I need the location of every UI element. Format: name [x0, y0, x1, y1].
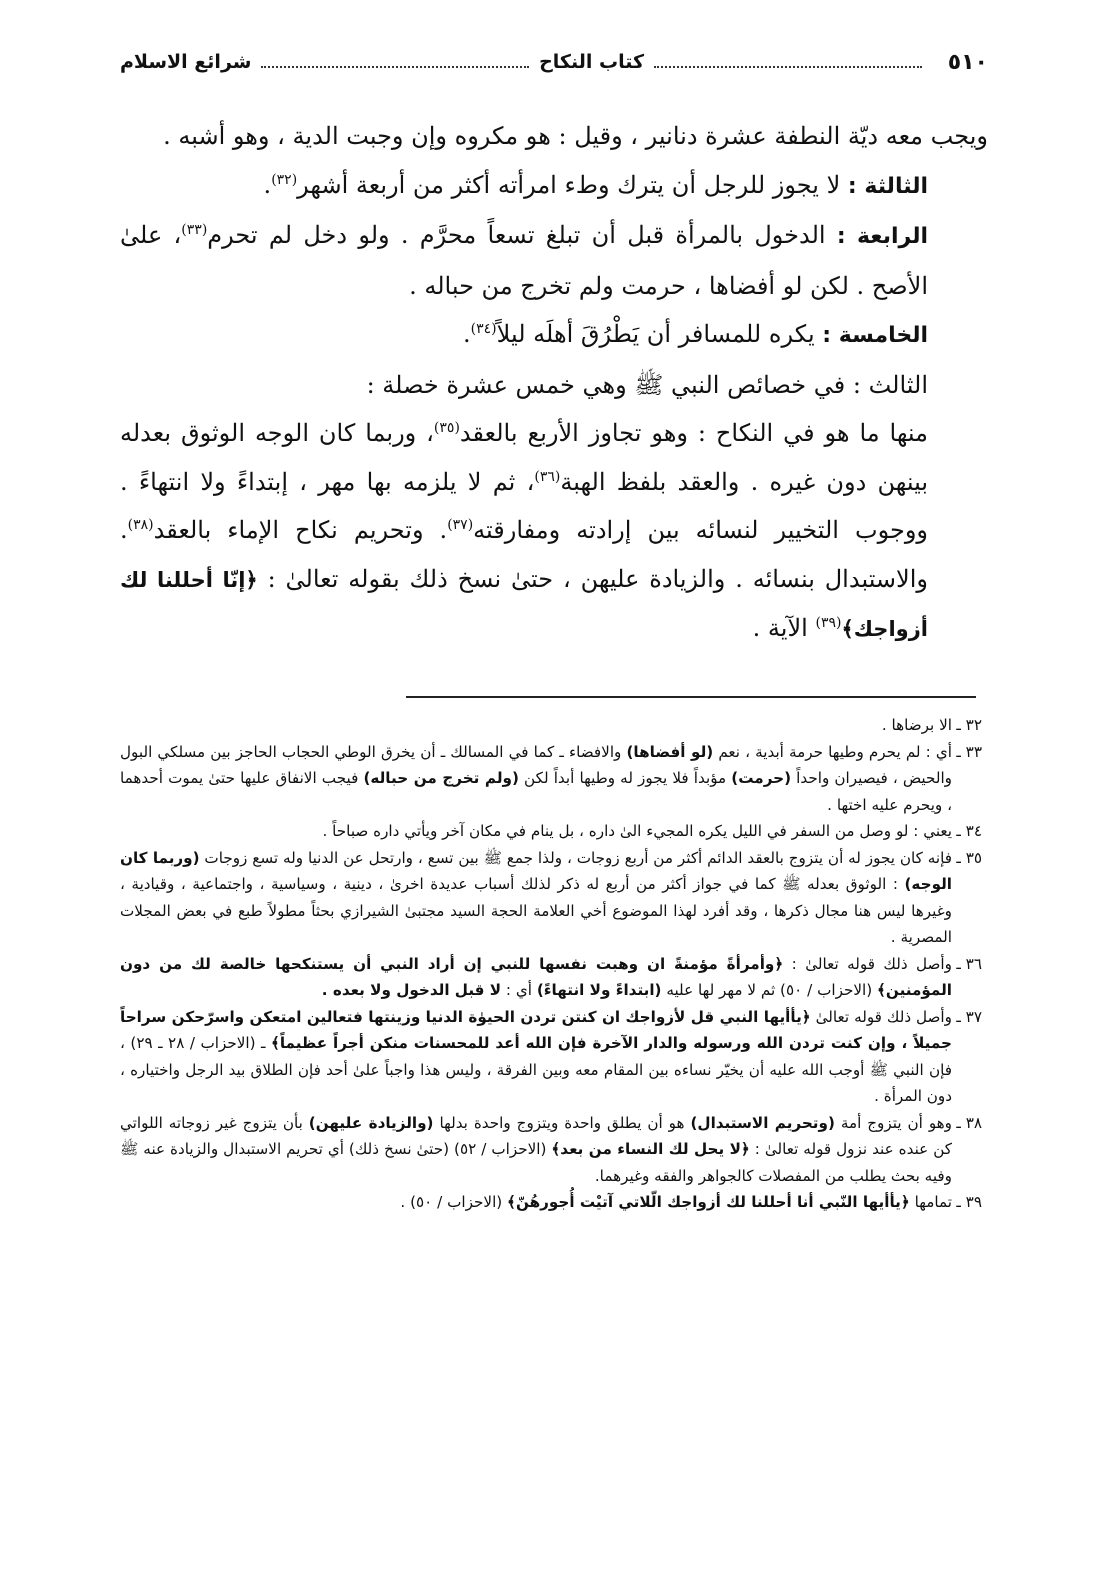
footnote-text: وأصل ذلك قوله تعالىٰ : — [783, 954, 952, 973]
footnote-quote: (والزيادة عليهن) — [308, 1113, 434, 1132]
footnote-text: (الاحزاب / ٥٠) ثم لا مهر لها عليه — [661, 981, 878, 999]
footnote-quote: لا قبل الدخول ولا بعده . — [321, 981, 502, 999]
header-book-title: شرائع الاسلام — [120, 51, 252, 73]
paragraph-prophet-features: الثالث : في خصائص النبي ﷺ وهي خمس عشرة خصلة : — [366, 370, 928, 399]
footnote-text: (الاحزاب / ٥٢) (حتىٰ نسخ ذلك) أي تحريم الاستبدال والزيادة عنه ﷺ وفيه بحث يطلب من المفصلات كالجواهر والفقه وغيرهما. — [120, 1140, 952, 1185]
footnote-ref[interactable]: (٣٨) — [127, 517, 154, 533]
footnote-text: : الوثوق بعدله ﷺ كما في جواز أكثر من أربع له ذكر لذلك أسباب عديدة اخرىٰ ، دينية ، وسياسية ، واجتماعية ، وقيادية ، وغيرها ليس هنا مجال ذكرها ، وقد أفرد لهذا الموضوع أخي العلامة الحجة السيد مجتبىٰ الشيرازي بحثاً مطولاً طبع في بعض المجلات المصرية . — [120, 875, 952, 946]
footnote-ref[interactable]: (٣٧) — [447, 517, 474, 533]
footnote-text: بأن يتزوج غير زوجاته اللواتي كن عنده عند نزول قوله تعالىٰ : — [120, 1113, 952, 1158]
footnote-37 — [120, 1004, 982, 1110]
footnote-text: فيجب الانفاق عليها حتىٰ يموت أحدهما ، ويحرم عليه اختها . — [120, 769, 952, 814]
header-leader-dots — [654, 66, 922, 68]
paragraph-text: ، علىٰ الأصح . لكن لو أفضاها ، حرمت ولم تخرج من حباله . — [120, 221, 928, 300]
footnote-ref[interactable]: (٣٩) — [815, 615, 842, 631]
footnote-text: وأصل ذلك قوله تعالىٰ — [810, 1007, 952, 1026]
paragraph-fourth — [120, 211, 988, 310]
footnote-text: فإنه كان يجوز له أن يتزوج بالعقد الدائم أكثر من أربع زوجات ، ولذا جمع ﷺ بين تسع ، وارتحل عن الدنيا وله تسع زوجات — [199, 848, 953, 867]
page-header — [120, 44, 988, 80]
lead-word: الثالثة : — [847, 173, 928, 199]
footnote-38 — [120, 1110, 982, 1190]
footnote-quote: ﴿لا يحل لك النساء من بعد﴾ — [551, 1140, 750, 1158]
footnote-text: هو أن يطلق واحدة ويتزوج واحدة بدلها — [433, 1113, 691, 1132]
footnote-quote: (ولم تخرج من حباله) — [363, 769, 519, 787]
footnote-text: والافضاء ـ كما في المسالك ـ أن يخرق الوطي الحجاب الحاجز بين مسلكي البول والحيض ، فيصيران واحداً — [120, 742, 953, 787]
footnotes — [120, 712, 982, 1216]
footnote-ref[interactable]: (٣٤) — [470, 321, 497, 337]
footnote-quote: ﴿يأأيها النبي قل لأزواجك ان كنتن تردن الحيوٰة الدنيا وزينتها فتعالين امتعكن واسرّحكن سراحاً جميلاً ، وإن كنت تردن الله ورسوله والدار الآخرة فإن الله أعد للمحسنات منكن أجراً عظيماً﴾ — [120, 1007, 953, 1052]
lead-word: الخامسة : — [822, 323, 928, 348]
footnote-quote: (وربما كان الوجه) — [120, 848, 952, 893]
paragraph-third — [120, 161, 988, 212]
lead-word: الرابعة : — [836, 224, 929, 249]
header-leader-dots-2 — [261, 66, 529, 68]
footnote-text: يعني : لو وصل من السفر في الليل يكره المجيء الىٰ داره ، بل ينام في مكان آخر ويأتي داره صباحاً . — [322, 822, 952, 840]
footnote-quote: ﴿وأمرأةً مؤمنةً ان وهبت نفسها للنبي إن أراد النبي أن يستنكحها خالصة لك من دون المؤمنين﴾ — [120, 954, 952, 999]
footnote-text: ـ (الاحزاب / ٢٨ ـ ٢٩) ، فإن النبي ﷺ أوجب الله عليه أن يخيّر نساءه بين المقام معه وبين الفرقة ، وليس هذا واجباً علىٰ أحد فإن الطلاق بيد الرجل واختياره ، دون المرأة . — [120, 1034, 952, 1105]
main-text — [120, 112, 988, 654]
footnote-quote: (وتحريم الاستبدال) — [690, 1113, 835, 1132]
paragraph-fifth — [120, 310, 988, 361]
paragraph-text: لا يجوز للرجل أن يترك وطء امرأته أكثر من أربعة أشهر — [297, 170, 848, 199]
footnote-number: ٣٣ ـ — [956, 742, 982, 761]
footnote-divider — [406, 696, 976, 698]
footnote-33 — [120, 739, 982, 819]
paragraph-text: . وتحريم نكاح الإماء بالعقد — [153, 516, 448, 544]
footnote-number: ٣٥ ـ — [956, 848, 983, 867]
footnote-number: ٣٩ ـ — [956, 1193, 982, 1211]
footnote-text: تمامها — [909, 1193, 952, 1211]
paragraph-text: ، ثم لا يلزمه بها مهر ، إبتداءً ولا انتهاءً . ووجوب التخيير لنسائه بين إرادته ومفارقته — [120, 467, 928, 544]
paragraph-text: الدخول بالمرأة قبل أن تبلغ تسعاً محرَّم . ولو دخل لم تحرم — [207, 221, 837, 249]
paragraph-1: ويجب معه ديّة النطفة عشرة دنانير ، وقيل : هو مكروه وإن وجبت الدية ، وهو أشبه . — [163, 122, 988, 150]
footnote-quote: (حرمت) — [731, 769, 792, 787]
footnote-quote: ﴿يأأيها النّبي أنا أحللنا لك أزواجك الّلاتي آتيْت أُجورهُنّ﴾ — [507, 1193, 910, 1211]
footnote-text: مؤبداً فلا يجوز له وطيها أبداً لكن — [518, 769, 732, 787]
footnote-number: ٣٤ ـ — [956, 822, 982, 840]
footnote-number: ٣٧ ـ — [956, 1007, 982, 1026]
footnote-quote: (لو أفضاها) — [626, 742, 714, 761]
footnote-number: ٣٦ ـ — [956, 954, 982, 973]
footnote-35 — [120, 845, 982, 951]
footnote-ref[interactable]: (٣٥) — [433, 420, 460, 436]
footnote-ref[interactable]: (٣٢) — [271, 171, 298, 188]
footnote-text: وهو أن يتزوج أمة — [834, 1113, 953, 1132]
footnote-number: ٣٨ ـ — [956, 1113, 983, 1132]
footnote-ref[interactable]: (٣٣) — [181, 222, 208, 238]
footnote-32 — [120, 712, 982, 739]
paragraph-text: . — [263, 170, 272, 199]
footnote-text: الا برضاها . — [881, 716, 952, 734]
quran-quote: ﴿إنّا أحللنا لك أزواجك﴾ — [120, 567, 928, 641]
footnote-text: أي : — [501, 981, 537, 999]
footnote-text: أي : لم يحرم وطيها حرمة أبدية ، نعم — [713, 742, 952, 761]
footnote-text: (الاحزاب / ٥٠) . — [400, 1193, 508, 1211]
paragraph-text: ، وربما كان الوجه الوثوق بعدله بينهن دون غيره . والعقد بلفظ الهبة — [120, 419, 928, 496]
paragraph-text: منها ما هو في النكاح : وهو تجاوز الأربع بالعقد — [459, 419, 928, 447]
footnote-34 — [120, 818, 982, 845]
paragraph-text: الآية . — [752, 614, 816, 642]
paragraph-text: . والاستبدال بنسائه . والزيادة عليهن ، حتىٰ نسخ ذلك بقوله تعالىٰ : — [120, 516, 928, 593]
paragraph-text: يكره للمسافر أن يَطْرُقَ أهلَه ليلاً — [496, 320, 823, 348]
footnote-39 — [120, 1189, 982, 1216]
footnote-ref[interactable]: (٣٦) — [534, 468, 561, 485]
footnote-36 — [120, 951, 982, 1004]
footnote-quote: (ابتداءً ولا انتهاءً) — [536, 981, 662, 999]
paragraph-marriage — [120, 409, 988, 654]
header-book-section: كتاب النكاح — [539, 51, 645, 73]
paragraph-text: . — [463, 320, 471, 348]
footnote-number: ٣٢ ـ — [956, 716, 982, 734]
page-number: ٥١٠ — [947, 49, 988, 75]
